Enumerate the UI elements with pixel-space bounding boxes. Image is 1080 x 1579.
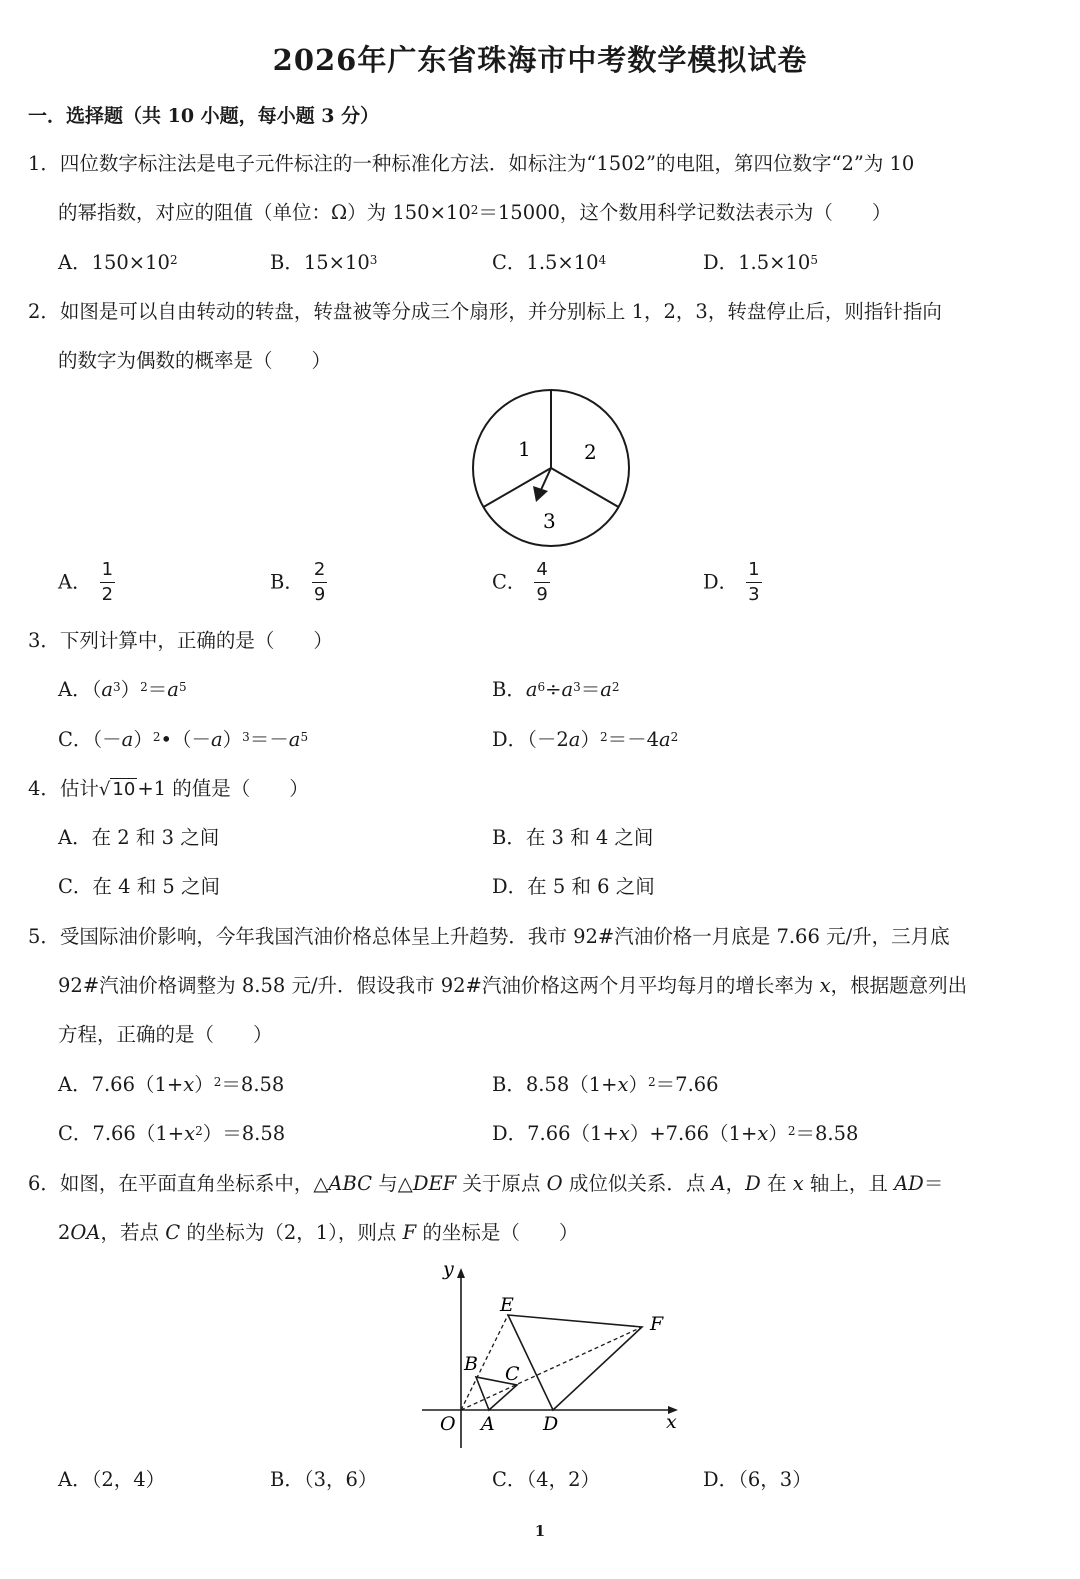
q1-option-c[interactable]: C．$1.5\times 10^4$ (492, 251, 607, 274)
q4-option-c[interactable]: C．在 4 和 5 之间 (58, 875, 221, 898)
pointer-arrow-icon (533, 486, 548, 502)
label-c: C (505, 1363, 520, 1385)
q6-line1: 6．如图，在平面直角坐标系中，△ABC 与△DEF 关于原点 O 成位似关系．点 A，D 在 x 轴上，且 AD＝ (28, 1172, 944, 1195)
label-b: B (464, 1353, 478, 1375)
q3-option-b[interactable]: B．$a^6\div a^3=a^2$ (492, 678, 620, 701)
triangle-def (508, 1315, 642, 1410)
page-number: 1 (534, 1522, 546, 1540)
spinner-divider-left (484, 468, 552, 507)
page-title: 2026年广东省珠海市中考数学模拟试卷 (272, 43, 808, 77)
q6-option-d[interactable]: D．（6，3） (703, 1468, 812, 1491)
q3-line1: 3．下列计算中，正确的是（ ） (28, 629, 333, 652)
label-x: x (666, 1411, 677, 1433)
q1-line2: 的幂指数，对应的阻值（单位：Ω）为 $150\times 10^2=15000$，这个数用科学记数法表示为（ ） (58, 201, 892, 224)
q4-line1: 4．估计√ 10 +1 的值是（ ） (28, 777, 309, 800)
section-heading: 一．选择题（共 10 小题，每小题 3 分） (28, 105, 380, 127)
ray-of (461, 1327, 642, 1410)
label-y: y (443, 1258, 454, 1280)
q6-option-c[interactable]: C．（4，2） (492, 1468, 600, 1491)
sector-label-3: 3 (543, 509, 556, 533)
q4-option-d[interactable]: D．在 5 和 6 之间 (492, 875, 655, 898)
q1-line1: 1．四位数字标注法是电子元件标注的一种标准化方法．如标注为“1502”的电阻，第四位数字“2”为 10 (28, 152, 915, 175)
q2-line1: 2．如图是可以自由转动的转盘，转盘被等分成三个扇形，并分别标上 1，2，3，转盘停止后，则指针指向 (28, 300, 942, 323)
q3-option-c[interactable]: C．$(-a)^2•(-a)^3=-a^5$ (58, 728, 309, 751)
y-axis-arrow-icon (457, 1268, 465, 1278)
q5-line3: 方程，正确的是（ ） (58, 1023, 273, 1046)
q2-option-b[interactable]: B． $\frac{2}{9}$ (270, 559, 326, 605)
q3-option-a[interactable]: A．$(a^3)^2=a^5$ (58, 678, 187, 701)
q1-option-d[interactable]: D．$1.5\times 10^5$ (703, 251, 818, 274)
q5-line2: 92#汽油价格调整为 8.58 元/升．假设我市 92#汽油价格这两个月平均每月的增长率为 x，根据题意列出 (58, 974, 968, 997)
q6-option-a[interactable]: A．（2，4） (58, 1468, 166, 1491)
sector-label-1: 1 (518, 437, 531, 461)
q2-option-c[interactable]: C． $\frac{4}{9}$ (492, 559, 548, 605)
spinner-figure (460, 384, 640, 554)
q4-option-a[interactable]: A．在 2 和 3 之间 (58, 826, 220, 849)
q6-option-b[interactable]: B．（3，6） (270, 1468, 378, 1491)
q1-option-a[interactable]: A．$150\times 10^2$ (58, 251, 178, 274)
label-d: D (543, 1413, 559, 1435)
label-f: F (650, 1313, 664, 1335)
spinner-divider-right (551, 468, 619, 507)
q5-line1: 5．受国际油价影响，今年我国汽油价格总体呈上升趋势．我市 92#汽油价格一月底是 7.66 元/升，三月底 (28, 925, 950, 948)
label-o: O (440, 1413, 456, 1435)
coordinate-figure (410, 1256, 700, 1456)
q5-option-c[interactable]: C．$7.66(1+x^2)=8.58$ (58, 1122, 286, 1145)
q2-line2: 的数字为偶数的概率是（ ） (58, 349, 332, 372)
q4-option-b[interactable]: B．在 3 和 4 之间 (492, 826, 654, 849)
label-e: E (500, 1294, 514, 1316)
q5-option-a[interactable]: A．$7.66(1+x)^2=8.58$ (58, 1073, 285, 1096)
q2-option-a[interactable]: A． $\frac{1}{2}$ (58, 559, 114, 605)
q5-option-d[interactable]: D．$7.66(1+x)+7.66(1+x)^2=8.58$ (492, 1122, 859, 1145)
label-a: A (481, 1413, 495, 1435)
q5-option-b[interactable]: B．$8.58(1+x)^2=7.66$ (492, 1073, 719, 1096)
sqrt-radicand: 10 (112, 779, 136, 800)
q1-option-b[interactable]: B．$15\times 10^3$ (270, 251, 378, 274)
sector-label-2: 2 (584, 440, 597, 464)
q6-line2: 2OA，若点 C 的坐标为（2，1），则点 F 的坐标是（ ） (58, 1221, 579, 1244)
q3-option-d[interactable]: D．$(-2a)^2=-4a^2$ (492, 728, 679, 751)
q2-option-d[interactable]: D． $\frac{1}{3}$ (703, 559, 760, 605)
